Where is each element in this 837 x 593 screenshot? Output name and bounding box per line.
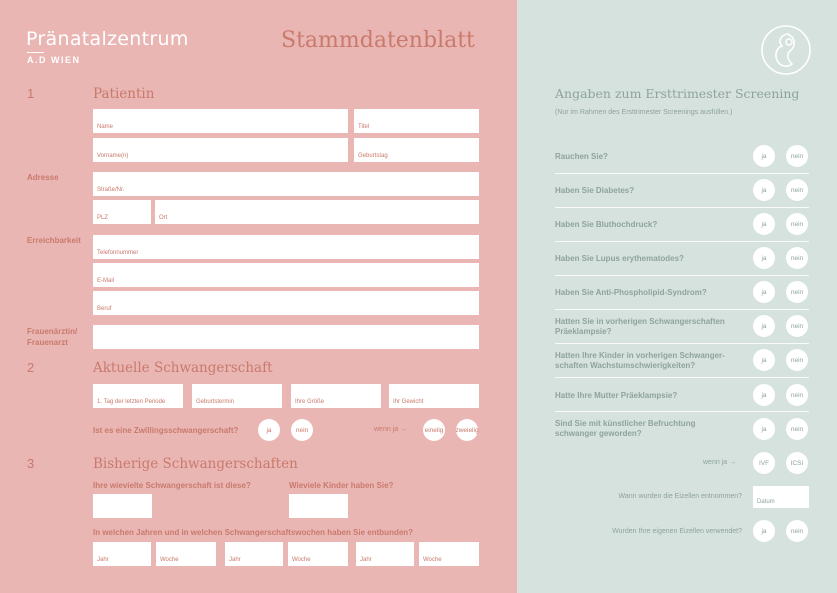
ivf-if-yes-label: wenn ja → xyxy=(703,459,737,466)
screening-no-option[interactable]: nein xyxy=(786,213,808,235)
divider xyxy=(555,309,809,310)
screening-yes-option[interactable]: ja xyxy=(753,349,775,371)
street-field[interactable] xyxy=(93,172,479,196)
section-1-title: Patientin xyxy=(93,86,155,102)
section-3-title: Bisherige Schwangerschaften xyxy=(93,456,298,472)
due-date-field-label: Geburtstermin xyxy=(196,399,235,405)
screening-yes-option[interactable]: ja xyxy=(753,179,775,201)
screening-yes-option[interactable]: ja xyxy=(753,418,775,440)
gynecologist-label-2: Frauenarzt xyxy=(27,338,68,347)
screening-no-option[interactable]: nein xyxy=(786,418,808,440)
divider xyxy=(555,411,809,412)
screening-question: Hatten Ihre Kinder in vorherigen Schwanger-schaften Wachstumschwierigkeiten? xyxy=(555,351,725,370)
own-eggs-question: Wurden Ihre eigenen Eizellen verwendet? xyxy=(612,528,742,535)
name-field-label: Name xyxy=(97,124,114,130)
delivery-year-label-2: Jahr xyxy=(229,557,241,563)
screening-yes-option[interactable]: ja xyxy=(753,315,775,337)
contact-label: Erreichbarkeit xyxy=(27,236,81,245)
twin-yes-option[interactable]: ja xyxy=(258,419,280,441)
due-date-field[interactable] xyxy=(192,384,282,408)
screening-yes-option[interactable]: ja xyxy=(753,145,775,167)
divider xyxy=(555,377,809,378)
delivery-week-label-3: Woche xyxy=(423,557,442,563)
logo-subtext: A.D WIEN xyxy=(27,55,81,65)
delivery-week-field-2[interactable] xyxy=(288,542,348,566)
screening-yes-option[interactable]: ja xyxy=(753,281,775,303)
egg-retrieval-question: Wann wurden die Eizellen entnommen? xyxy=(618,493,742,500)
divider xyxy=(555,173,809,174)
phone-field[interactable] xyxy=(93,235,479,259)
section-1-number: 1 xyxy=(27,86,35,101)
birthday-field-label: Geburtstag xyxy=(358,153,388,159)
gynecologist-field[interactable] xyxy=(93,325,479,349)
screening-title: Angaben zum Ersttrimester Screening xyxy=(555,86,800,101)
gynecologist-label-1: Frauenärztin/ xyxy=(27,327,78,336)
address-label: Adresse xyxy=(27,173,59,182)
pregnancy-count-field[interactable] xyxy=(93,494,152,518)
title-field[interactable] xyxy=(354,109,479,133)
twin-no-option[interactable]: nein xyxy=(291,419,313,441)
page-title: Stammdatenblatt xyxy=(281,28,475,53)
height-field[interactable] xyxy=(291,384,381,408)
delivery-week-field-1[interactable] xyxy=(156,542,216,566)
weight-field-label: Ihr Gewicht xyxy=(393,399,424,405)
screening-no-option[interactable]: nein xyxy=(786,247,808,269)
screening-no-option[interactable]: nein xyxy=(786,179,808,201)
twin-if-yes-label: wenn ja → xyxy=(374,426,408,433)
ivf-option[interactable]: IVF xyxy=(753,452,775,474)
screening-question: Sind Sie mit künstlicher Befruchtung schwanger geworden? xyxy=(555,419,696,438)
section-3-number: 3 xyxy=(27,456,35,471)
screening-no-option[interactable]: nein xyxy=(786,315,808,337)
phone-field-label: Telefonnummer xyxy=(97,250,139,256)
section-2-number: 2 xyxy=(27,360,35,375)
pregnancy-count-question: Ihre wievielte Schwangerschaft ist diese? xyxy=(93,481,251,490)
screening-yes-option[interactable]: ja xyxy=(753,384,775,406)
children-count-field[interactable] xyxy=(289,494,348,518)
delivery-week-field-3[interactable] xyxy=(419,542,479,566)
divider xyxy=(555,207,809,208)
divider xyxy=(555,343,809,344)
fraternal-option[interactable]: zweielig xyxy=(456,419,478,441)
first-name-field[interactable] xyxy=(93,138,348,162)
divider xyxy=(555,275,809,276)
street-field-label: Straße/Nr. xyxy=(97,187,125,193)
screening-question: Hatten Sie in vorherigen Schwangerschaften Präeklampsie? xyxy=(555,317,725,336)
title-field-label: Titel xyxy=(358,124,370,130)
delivery-week-label-1: Woche xyxy=(160,557,179,563)
delivery-year-label-3: Jahr xyxy=(360,557,372,563)
egg-retrieval-date-field[interactable] xyxy=(753,486,809,508)
screening-question: Haben Sie Diabetes? xyxy=(555,186,635,195)
occupation-field-label: Beruf xyxy=(97,306,112,312)
screening-no-option[interactable]: nein xyxy=(786,281,808,303)
screening-question: Haben Sie Lupus erythematodes? xyxy=(555,254,684,263)
screening-question: Haben Sie Anti-Phospholipid-Syndrom? xyxy=(555,288,707,297)
emblem-icon xyxy=(760,24,812,76)
egg-retrieval-date-label: Datum xyxy=(757,499,775,505)
screening-question: Rauchen Sie? xyxy=(555,152,608,161)
own-eggs-yes-option[interactable]: ja xyxy=(753,520,775,542)
delivery-week-label-2: Woche xyxy=(292,557,311,563)
screening-yes-option[interactable]: ja xyxy=(753,213,775,235)
delivery-question: In welchen Jahren und in welchen Schwangerschaftswochen haben Sie entbunden? xyxy=(93,528,414,537)
delivery-year-field-3[interactable] xyxy=(356,542,414,566)
icsi-option[interactable]: ICSI xyxy=(786,452,808,474)
first-name-field-label: Vorname(n) xyxy=(97,153,129,159)
screening-question: Haben Sie Bluthochdruck? xyxy=(555,220,658,229)
screening-question: Hatte Ihre Mutter Präeklampsie? xyxy=(555,391,678,400)
delivery-year-field-1[interactable] xyxy=(93,542,151,566)
section-2-title: Aktuelle Schwangerschaft xyxy=(93,360,273,376)
birthday-field[interactable] xyxy=(354,138,479,162)
screening-no-option[interactable]: nein xyxy=(786,349,808,371)
screening-no-option[interactable]: nein xyxy=(786,145,808,167)
delivery-year-label-1: Jahr xyxy=(97,557,109,563)
children-count-question: Wieviele Kinder haben Sie? xyxy=(289,481,394,490)
city-field-label: Ort xyxy=(159,215,168,221)
city-field[interactable] xyxy=(155,200,479,224)
last-period-field[interactable] xyxy=(93,384,183,408)
identical-option[interactable]: einelig xyxy=(423,419,445,441)
divider xyxy=(555,241,809,242)
zip-field-label: PLZ xyxy=(97,215,109,221)
height-field-label: Ihre Größe xyxy=(295,399,325,405)
twin-question: Ist es eine Zwillingsschwangerschaft? xyxy=(93,426,239,435)
occupation-field[interactable] xyxy=(93,291,479,315)
screening-subtitle: (Nur im Rahmen des Ersttrimester Screenings ausfüllen.) xyxy=(555,109,733,116)
zip-field[interactable] xyxy=(93,200,151,224)
screening-yes-option[interactable]: ja xyxy=(753,247,775,269)
last-period-field-label: 1. Tag der letzten Periode xyxy=(97,399,166,405)
logo-divider xyxy=(27,52,44,53)
weight-field[interactable] xyxy=(389,384,479,408)
email-field-label: E-Mail xyxy=(97,278,115,284)
screening-no-option[interactable]: nein xyxy=(786,384,808,406)
name-field[interactable] xyxy=(93,109,348,133)
logo-text: Pränatalzentrum xyxy=(26,28,189,50)
delivery-year-field-2[interactable] xyxy=(225,542,283,566)
email-field[interactable] xyxy=(93,263,479,287)
own-eggs-no-option[interactable]: nein xyxy=(786,520,808,542)
